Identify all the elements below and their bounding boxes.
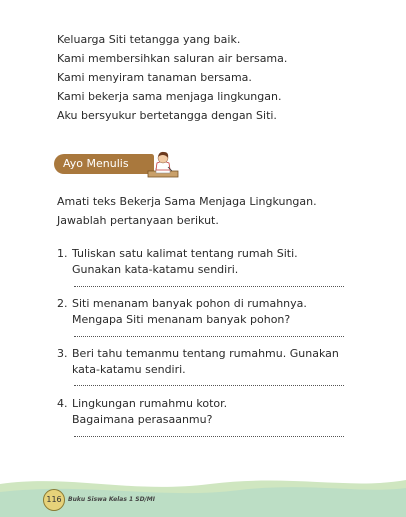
book-title: Buku Siswa Kelas 1 SD/MI — [68, 496, 155, 503]
answer-line[interactable] — [74, 436, 344, 437]
instructions — [57, 192, 317, 230]
child-writing-icon — [146, 150, 180, 180]
question-text-line: Beri tahu temanmu tentang rumahmu. Gunakan — [72, 347, 339, 360]
instruction-line: Amati teks Bekerja Sama Menjaga Lingkungan. — [57, 195, 317, 208]
instruction-line: Jawablah pertanyaan berikut. — [57, 214, 219, 227]
answer-line[interactable] — [74, 286, 344, 287]
question-text-line: kata-katamu sendiri. — [72, 363, 186, 376]
question-text-line: Gunakan kata-katamu sendiri. — [72, 263, 239, 276]
question-text-line: Lingkungan rumahmu kotor. — [72, 397, 228, 410]
question-text-line: Bagaimana perasaanmu? — [72, 413, 213, 426]
question-number: 1. — [57, 247, 68, 260]
question-number: 3. — [57, 347, 68, 360]
poem-text — [57, 30, 287, 125]
section-title: Ayo Menulis — [54, 154, 154, 174]
poem-line: Keluarga Siti tetangga yang baik. — [57, 33, 241, 46]
question-text-line: Siti menanam banyak pohon di rumahnya. — [72, 297, 307, 310]
poem-line: Aku bersyukur bertetangga dengan Siti. — [57, 109, 277, 122]
page-number: 116 — [43, 489, 65, 511]
section-banner — [54, 150, 182, 180]
question-text-line: Mengapa Siti menanam banyak pohon? — [72, 313, 291, 326]
question-number: 4. — [57, 397, 68, 410]
answer-line[interactable] — [74, 336, 344, 337]
poem-line: Kami bekerja sama menjaga lingkungan. — [57, 90, 282, 103]
poem-line: Kami menyiram tanaman bersama. — [57, 71, 252, 84]
question-text-line: Tuliskan satu kalimat tentang rumah Siti. — [72, 247, 298, 260]
answer-line[interactable] — [74, 385, 344, 386]
question-number: 2. — [57, 297, 68, 310]
poem-line: Kami membersihkan saluran air bersama. — [57, 52, 288, 65]
